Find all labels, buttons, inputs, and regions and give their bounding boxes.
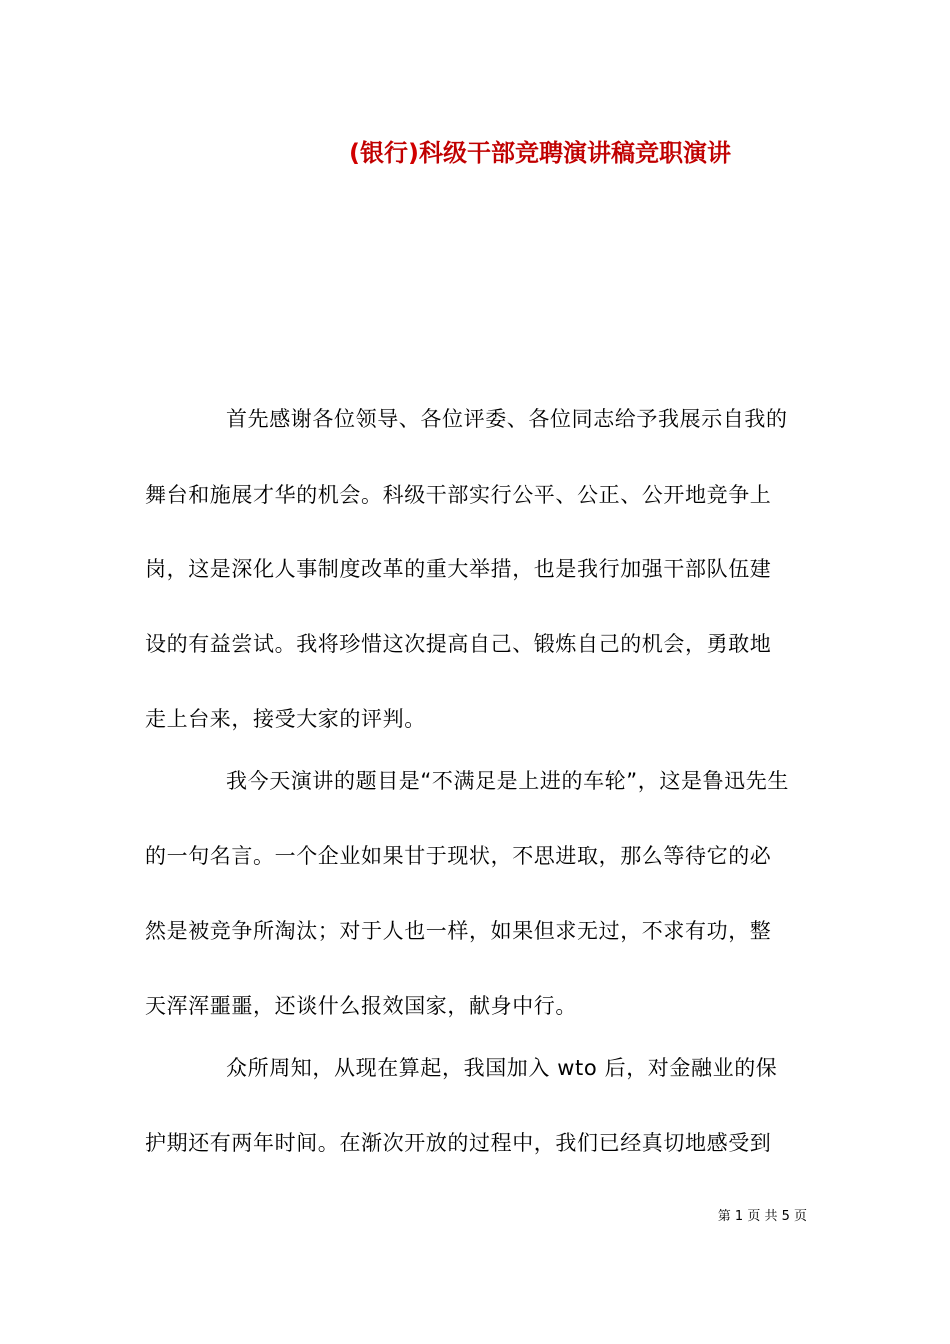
paragraph-1-line-3: 岗，这是深化人事制度改革的重大举措，也是我行加强干部队伍建: [145, 557, 772, 581]
paragraph-2-line-3: 然是被竞争所淘汰；对于人也一样，如果但求无过，不求有功，整: [145, 919, 772, 943]
paragraph-1-line-1: 首先感谢各位领导、各位评委、各位同志给予我展示自我的: [226, 407, 788, 431]
paragraph-1-line-4: 设的有益尝试。我将珍惜这次提高自己、锻炼自己的机会，勇敢地: [145, 632, 772, 656]
paragraph-2-line-2: 的一句名言。一个企业如果甘于现状，不思进取，那么等待它的必: [145, 844, 772, 868]
document-title: [0, 133, 950, 173]
title-bank: 银行: [360, 139, 408, 167]
paragraph-1-line-2: 舞台和施展才华的机会。科级干部实行公平、公正、公开地竞争上: [145, 483, 772, 507]
paragraph-3-line-2: 护期还有两年时间。在渐次开放的过程中，我们已经真切地感受到: [145, 1131, 772, 1155]
paragraph-2-line-1: 我今天演讲的题目是“不满足是上进的车轮”，这是鲁迅先生: [226, 769, 789, 793]
paragraph-3-line-1: 众所周知，从现在算起，我国加入 wto 后，对金融业的保: [226, 1056, 778, 1080]
page-number-footer: 第 1 页 共 5 页: [717, 1209, 807, 1224]
title-close-paren: ): [408, 139, 419, 167]
title-open-paren: (: [349, 139, 360, 167]
paragraph-1-line-5: 走上台来，接受大家的评判。: [145, 707, 426, 731]
paragraph-2-line-4: 天浑浑噩噩，还谈什么报效国家，献身中行。: [145, 994, 577, 1018]
title-main: 科级干部竞聘演讲稿竞职演讲: [418, 139, 731, 167]
